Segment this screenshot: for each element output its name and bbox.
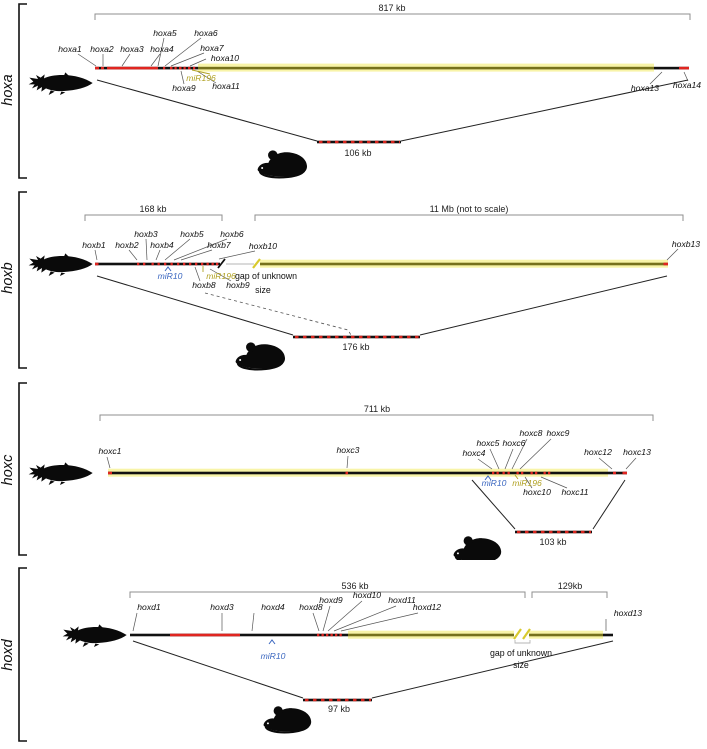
scale-bracket-right — [532, 592, 607, 598]
fish-gene-line — [95, 64, 689, 72]
gene-label-hoxb6: hoxb6 — [220, 229, 244, 239]
gene-label-hoxd8: hoxd8 — [299, 602, 323, 612]
scale-bracket — [95, 14, 690, 20]
gap-label-line2: size — [255, 285, 271, 295]
gene-label-hoxb5: hoxb5 — [180, 229, 204, 239]
panel-bracket — [19, 568, 27, 741]
mouse-gene-line — [303, 699, 372, 702]
fish-gene-line — [108, 469, 627, 477]
scale-label-right: 11 Mb (not to scale) — [429, 204, 509, 214]
gene-label-hoxb2: hoxb2 — [115, 240, 139, 250]
mouse-silhouette-icon — [258, 150, 307, 177]
gene-label-hoxb1: hoxb1 — [82, 240, 106, 250]
gene-label-hoxc4: hoxc4 — [462, 448, 486, 458]
gene-label-hoxa1: hoxa1 — [58, 44, 82, 54]
panel-hoxd — [0, 560, 707, 749]
gene-label-hoxd3: hoxd3 — [210, 602, 234, 612]
scale-label: 817 kb — [378, 3, 406, 13]
gene-label-hoxc10: hoxc10 — [523, 487, 551, 497]
gene-label-hoxb3: hoxb3 — [134, 229, 158, 239]
panel-bracket — [19, 383, 27, 555]
fish-to-mouse-connectors — [97, 276, 667, 335]
panel-hoxc — [0, 375, 707, 560]
mouse-gene-line — [293, 336, 420, 339]
mir10-label: miR10 — [260, 651, 286, 661]
gene-labels — [137, 590, 642, 670]
gene-label-hoxb10: hoxb10 — [248, 241, 278, 251]
scale-label-left: 168 kb — [139, 204, 167, 214]
gene-label-hoxd13: hoxd13 — [613, 608, 643, 618]
fish-silhouette-icon — [63, 624, 127, 647]
gene-label-hoxa14: hoxa14 — [672, 80, 702, 90]
gene-label-hoxb4: hoxb4 — [150, 240, 174, 250]
gene-label-hoxa2: hoxa2 — [90, 44, 114, 54]
gene-pointer-lines — [107, 439, 636, 488]
gene-label-hoxc12: hoxc12 — [584, 447, 612, 457]
gene-label-hoxc11: hoxc11 — [561, 487, 589, 497]
gene-label-hoxa7: hoxa7 — [200, 43, 224, 53]
gene-labels — [99, 428, 652, 497]
mir196-label: miR196 — [206, 271, 236, 281]
gene-label-hoxd1: hoxd1 — [137, 602, 161, 612]
gene-label-hoxc6: hoxc6 — [502, 438, 526, 448]
panel-hoxa — [0, 0, 707, 185]
gap-label-line1: gap of unknown — [489, 648, 553, 658]
gene-label-hoxa6: hoxa6 — [194, 28, 218, 38]
panel-bracket — [19, 192, 27, 368]
gene-label-hoxa10: hoxa10 — [210, 53, 240, 63]
gene-label-hoxa3: hoxa3 — [120, 44, 144, 54]
fish-silhouette-icon — [29, 72, 93, 95]
mir196-label: miR196 — [512, 478, 542, 488]
fish-silhouette-icon — [29, 462, 93, 485]
gene-label-hoxc3: hoxc3 — [336, 445, 360, 455]
panel-side-label: hoxd — [0, 639, 16, 671]
mouse-silhouette-icon — [236, 342, 285, 369]
gene-label-hoxb9: hoxb9 — [226, 280, 250, 290]
scale-bracket — [100, 415, 653, 421]
panel-side-label: hoxc — [0, 454, 16, 486]
gene-label-hoxd11: hoxd11 — [388, 595, 416, 605]
scale-label: 711 kb — [363, 404, 391, 414]
gene-label-hoxb8: hoxb8 — [192, 280, 216, 290]
panel-side-label: hoxa — [0, 74, 16, 106]
gene-label-hoxb7: hoxb7 — [207, 240, 231, 250]
gene-label-hoxa4: hoxa4 — [150, 44, 174, 54]
mouse-gene-line — [317, 141, 401, 144]
scale-bracket-left — [85, 215, 222, 221]
scale-label-right: 129kb — [557, 581, 583, 591]
gene-label-hoxa5: hoxa5 — [153, 28, 177, 38]
gene-label-hoxb13: hoxb13 — [671, 239, 701, 249]
gene-label-hoxd10: hoxd10 — [352, 590, 382, 600]
gene-label-hoxd9: hoxd9 — [319, 595, 343, 605]
mouse-size-label: 106 kb — [344, 148, 372, 158]
gene-label-hoxa11: hoxa11 — [212, 81, 240, 91]
mouse-silhouette-icon — [264, 706, 312, 732]
fish-gene-line — [95, 259, 668, 268]
gene-label-hoxa9: hoxa9 — [172, 83, 196, 93]
panel-bracket — [19, 4, 27, 178]
mouse-size-label: 103 kb — [539, 537, 567, 547]
gene-label-hoxc8: hoxc8 — [519, 428, 543, 438]
gene-label-hoxd4: hoxd4 — [261, 602, 285, 612]
scale-label-left: 536 kb — [341, 581, 369, 591]
mouse-silhouette-icon — [454, 536, 502, 560]
fish-gene-line — [130, 629, 613, 644]
fish-silhouette-icon — [29, 253, 93, 276]
gene-label-hoxc9: hoxc9 — [546, 428, 570, 438]
mir10-label: miR10 — [481, 478, 507, 488]
panel-hoxb — [0, 185, 707, 375]
scale-bracket-right — [255, 215, 683, 221]
gap-label-line1: gap of unknown — [234, 271, 298, 281]
gene-label-hoxd12: hoxd12 — [412, 602, 442, 612]
gap-label-line2: size — [513, 660, 529, 670]
gene-label-hoxa13: hoxa13 — [630, 83, 660, 93]
mouse-size-label: 176 kb — [342, 342, 370, 352]
gene-label-hoxc13: hoxc13 — [623, 447, 651, 457]
panel-side-label: hoxb — [0, 262, 16, 294]
mir196-label: miR196 — [186, 73, 216, 83]
gene-label-hoxc5: hoxc5 — [476, 438, 500, 448]
mir10-label: miR10 — [157, 271, 183, 281]
mouse-gene-line — [515, 531, 592, 534]
gene-label-hoxc1: hoxc1 — [98, 446, 122, 456]
mouse-size-label: 97 kb — [327, 704, 351, 714]
